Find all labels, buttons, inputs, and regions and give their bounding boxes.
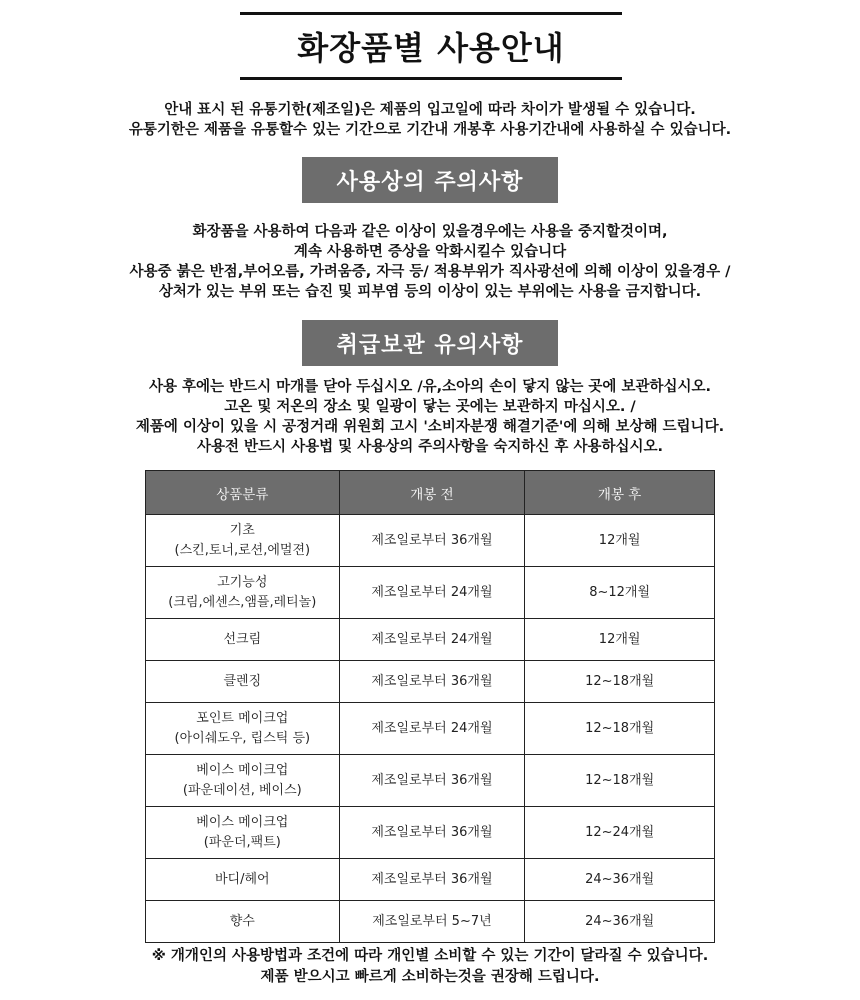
after-cell: 12~18개월	[525, 661, 715, 703]
footer-note-line-2: 제품 받으시고 빠르게 소비하는것을 권장해 드립니다.	[260, 969, 600, 985]
before-cell: 제조일로부터 36개월	[339, 515, 525, 567]
intro-text	[0, 100, 860, 140]
category-cell: 클렌징	[146, 661, 340, 703]
intro-line-2: 유통기한은 제품을 유통할수 있는 기간으로 기간내 개봉후 사용기간내에 사용하실 수 있습니다.	[128, 122, 732, 138]
category-cell: 선크림	[146, 619, 340, 661]
storage-caution-line: 사용 후에는 반드시 마개를 닫아 두십시오 /유,소아의 손이 닿지 않는 곳에 보관하십시오.	[148, 379, 712, 395]
category-detail: (파운더,팩트)	[203, 834, 281, 850]
intro-line-1: 안내 표시 된 유통기한(제조일)은 제품의 입고일에 따라 차이가 발생될 수 있습니다.	[164, 102, 696, 118]
before-cell: 제조일로부터 36개월	[339, 755, 525, 807]
before-cell: 제조일로부터 24개월	[339, 703, 525, 755]
table-row	[146, 755, 715, 807]
category-detail: (파운데이션, 베이스)	[182, 782, 302, 798]
section-heading-usage-cautions: 사용상의 주의사항	[302, 157, 558, 203]
after-cell: 8~12개월	[525, 567, 715, 619]
usage-caution-line: 사용중 붉은 반점,부어오름, 가려움증, 자극 등/ 적용부위가 직사광선에 의해 이상이 있을경우 /	[129, 264, 731, 280]
after-cell: 12개월	[525, 619, 715, 661]
category-cell	[146, 515, 340, 567]
storage-caution-line: 고온 및 저온의 장소 및 일광이 닿는 곳에는 보관하지 마십시오. /	[224, 399, 636, 415]
category-name: 베이스 메이크업	[196, 814, 289, 830]
before-cell: 제조일로부터 24개월	[339, 567, 525, 619]
category-cell: 향수	[146, 901, 340, 943]
table-header-row	[146, 471, 715, 515]
storage-caution-line: 사용전 반드시 사용법 및 사용상의 주의사항을 숙지하신 후 사용하십시오.	[196, 439, 664, 455]
usage-caution-line: 화장품을 사용하여 다음과 같은 이상이 있을경우에는 사용을 중지할것이며,	[192, 224, 668, 240]
footer-note-line-1: ※ 개개인의 사용방법과 조건에 따라 개인별 소비할 수 있는 기간이 달라질 수 있습니다.	[151, 948, 709, 964]
page-title-box	[240, 12, 622, 80]
after-cell: 12개월	[525, 515, 715, 567]
shelf-life-table	[145, 470, 715, 943]
category-name: 베이스 메이크업	[196, 762, 289, 778]
usage-caution-line: 계속 사용하면 증상을 악화시킬수 있습니다	[293, 244, 567, 260]
table-row	[146, 515, 715, 567]
storage-caution-line: 제품에 이상이 있을 시 공정거래 위원회 고시 '소비자분쟁 해결기준'에 의해 보상해 드립니다.	[135, 419, 725, 435]
header-after-opening: 개봉 후	[525, 471, 715, 515]
table-row	[146, 567, 715, 619]
category-cell	[146, 703, 340, 755]
after-cell: 12~24개월	[525, 807, 715, 859]
table-row	[146, 661, 715, 703]
category-name: 기초	[229, 522, 255, 538]
usage-caution-line: 상처가 있는 부위 또는 습진 및 피부염 등의 이상이 있는 부위에는 사용을 금지합니다.	[158, 284, 702, 300]
category-cell: 바디/헤어	[146, 859, 340, 901]
after-cell: 12~18개월	[525, 703, 715, 755]
usage-cautions-text	[0, 222, 860, 302]
after-cell: 24~36개월	[525, 859, 715, 901]
header-category: 상품분류	[146, 471, 340, 515]
storage-cautions-text	[0, 377, 860, 457]
category-cell	[146, 807, 340, 859]
page-title: 화장품별 사용안내	[297, 29, 565, 67]
category-detail: (스킨,토너,로션,에멀젼)	[174, 542, 311, 558]
category-detail: (크림,에센스,앰플,레티놀)	[168, 594, 317, 610]
after-cell: 24~36개월	[525, 901, 715, 943]
category-detail: (아이쉐도우, 립스틱 등)	[174, 730, 311, 746]
before-cell: 제조일로부터 24개월	[339, 619, 525, 661]
category-name: 포인트 메이크업	[196, 710, 289, 726]
category-cell	[146, 755, 340, 807]
before-cell: 제조일로부터 36개월	[339, 859, 525, 901]
table-row	[146, 619, 715, 661]
table-row	[146, 859, 715, 901]
category-cell	[146, 567, 340, 619]
header-before-opening: 개봉 전	[339, 471, 525, 515]
before-cell: 제조일로부터 36개월	[339, 807, 525, 859]
table-row	[146, 901, 715, 943]
category-name: 고기능성	[217, 574, 268, 590]
table-row	[146, 807, 715, 859]
before-cell: 제조일로부터 36개월	[339, 661, 525, 703]
footer-note	[0, 946, 860, 988]
before-cell: 제조일로부터 5~7년	[339, 901, 525, 943]
table-row	[146, 703, 715, 755]
after-cell: 12~18개월	[525, 755, 715, 807]
section-heading-storage-cautions: 취급보관 유의사항	[302, 320, 558, 366]
